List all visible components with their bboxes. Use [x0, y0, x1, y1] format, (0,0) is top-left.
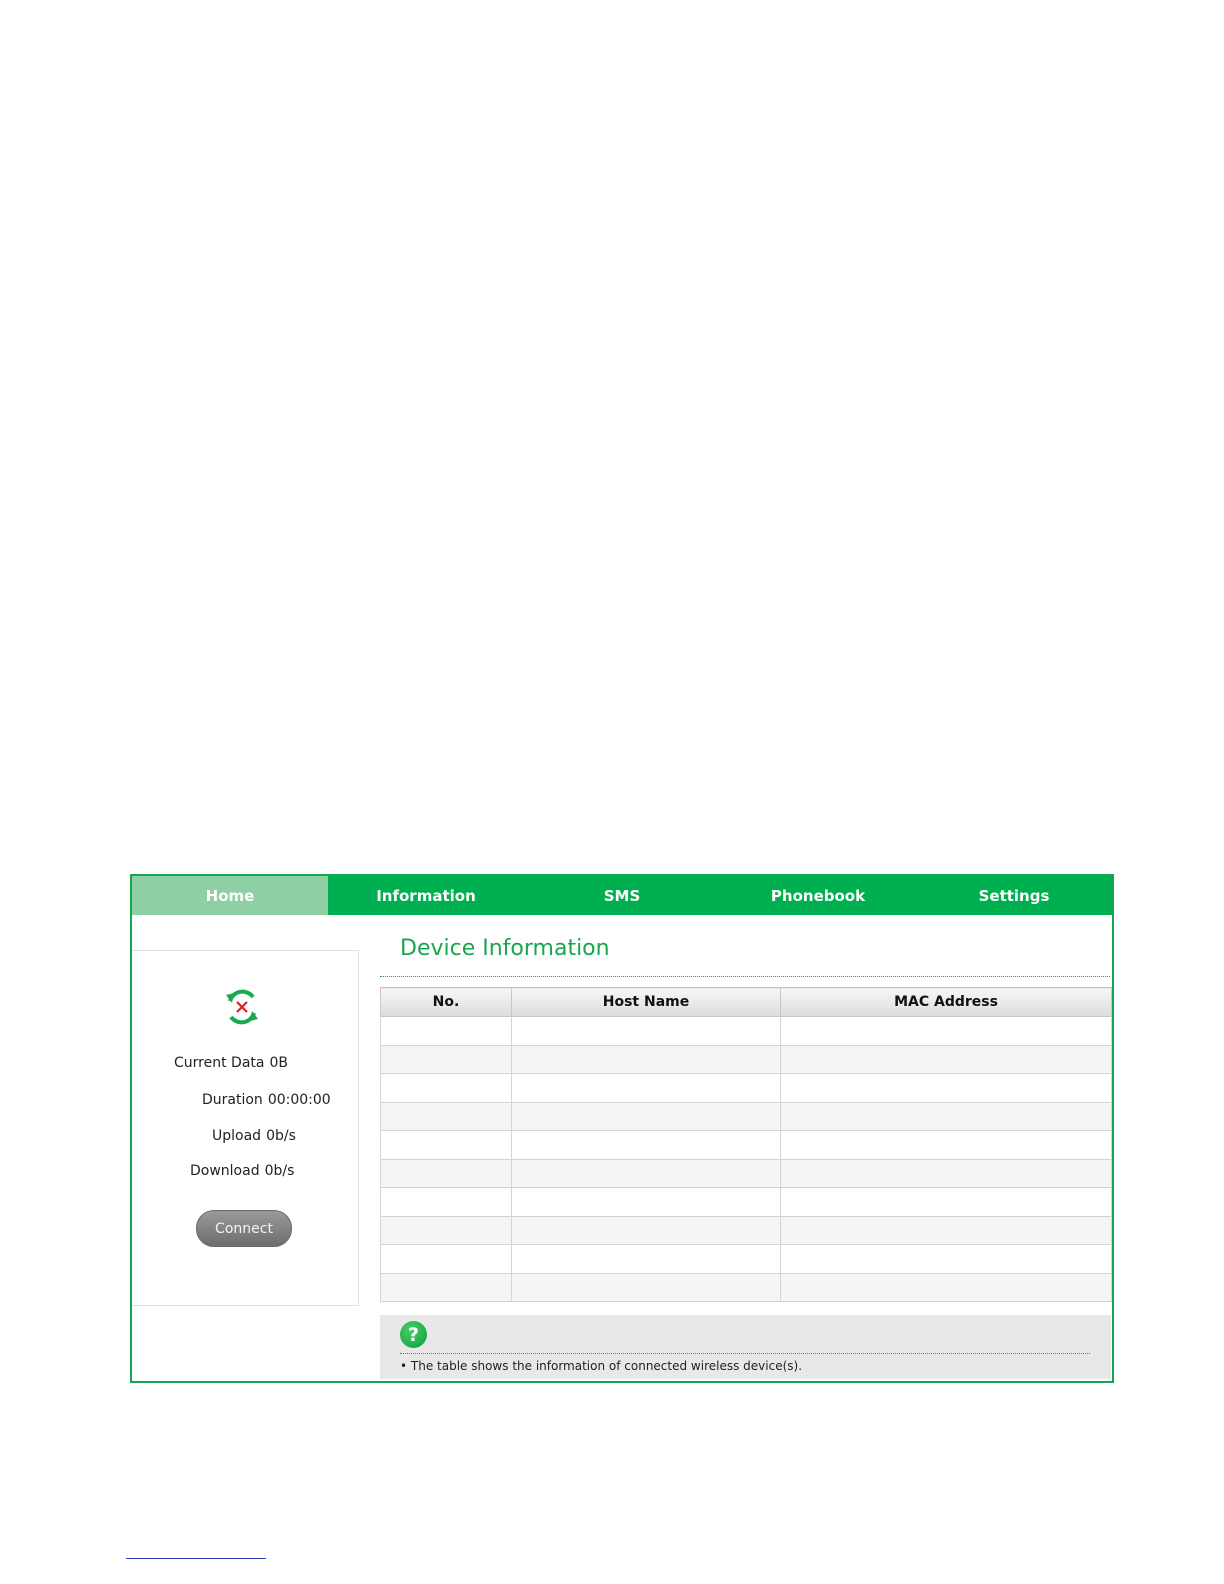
- upload-stat: [212, 1128, 296, 1144]
- table-cell: [512, 1188, 781, 1217]
- table-row: [381, 1188, 1112, 1217]
- device-table-body: [381, 1017, 1112, 1302]
- duration-value: 00:00:00: [267, 1092, 331, 1108]
- table-cell: [381, 1017, 512, 1046]
- table-cell: [512, 1273, 781, 1302]
- table-cell: [781, 1245, 1112, 1274]
- upload-value: 0b/s: [266, 1128, 296, 1144]
- table-row: [381, 1131, 1112, 1160]
- table-header-row: [381, 988, 1112, 1017]
- table-cell: [512, 1074, 781, 1103]
- column-header-host-name[interactable]: Host Name: [512, 988, 781, 1017]
- table-cell: [781, 1131, 1112, 1160]
- footnote-separator: [126, 1558, 266, 1559]
- table-cell: [381, 1159, 512, 1188]
- current-data-label: Current Data: [174, 1055, 265, 1071]
- router-web-ui: [130, 874, 1114, 1383]
- table-cell: [512, 1216, 781, 1245]
- table-cell: [381, 1131, 512, 1160]
- table-cell: [781, 1102, 1112, 1131]
- table-cell: [781, 1188, 1112, 1217]
- table-cell: [381, 1102, 512, 1131]
- tab-phonebook[interactable]: Phonebook: [770, 886, 866, 905]
- table-cell: [381, 1216, 512, 1245]
- current-data-stat: [174, 1055, 288, 1071]
- download-stat: [190, 1163, 294, 1179]
- upload-label: Upload: [212, 1128, 262, 1144]
- title-divider: [380, 976, 1110, 977]
- table-cell: [381, 1188, 512, 1217]
- table-cell: [381, 1045, 512, 1074]
- table-cell: [512, 1017, 781, 1046]
- top-nav: [132, 876, 1112, 915]
- download-label: Download: [190, 1163, 260, 1179]
- table-row: [381, 1045, 1112, 1074]
- tab-settings[interactable]: Settings: [978, 886, 1050, 905]
- connect-button[interactable]: Connect: [196, 1210, 292, 1247]
- download-value: 0b/s: [264, 1163, 295, 1179]
- current-data-value: 0B: [269, 1055, 288, 1071]
- disconnected-sync-icon: [222, 987, 262, 1027]
- table-cell: [512, 1102, 781, 1131]
- tab-home[interactable]: Home: [132, 876, 328, 915]
- table-cell: [781, 1159, 1112, 1188]
- table-cell: [512, 1245, 781, 1274]
- help-box: [380, 1315, 1111, 1379]
- help-question-icon[interactable]: ?: [400, 1321, 427, 1348]
- connection-status-panel: [132, 950, 359, 1306]
- table-cell: [781, 1074, 1112, 1103]
- table-cell: [781, 1017, 1112, 1046]
- table-cell: [381, 1245, 512, 1274]
- table-cell: [781, 1273, 1112, 1302]
- table-cell: [512, 1045, 781, 1074]
- table-cell: [512, 1159, 781, 1188]
- table-cell: [381, 1074, 512, 1103]
- table-cell: [512, 1131, 781, 1160]
- tab-sms[interactable]: SMS: [603, 886, 641, 905]
- duration-label: Duration: [202, 1092, 263, 1108]
- help-text: • The table shows the information of connected wireless device(s).: [400, 1359, 803, 1373]
- table-row: [381, 1102, 1112, 1131]
- column-header-mac-address[interactable]: MAC Address: [781, 988, 1112, 1017]
- tab-information[interactable]: Information: [376, 886, 476, 905]
- table-row: [381, 1159, 1112, 1188]
- table-cell: [781, 1216, 1112, 1245]
- table-row: [381, 1074, 1112, 1103]
- table-row: [381, 1273, 1112, 1302]
- column-header-no[interactable]: No.: [381, 988, 512, 1017]
- duration-stat: [202, 1092, 331, 1108]
- page-title: Device Information: [400, 936, 610, 961]
- table-row: [381, 1216, 1112, 1245]
- table-cell: [781, 1045, 1112, 1074]
- device-table: [380, 987, 1112, 1302]
- table-row: [381, 1245, 1112, 1274]
- table-row: [381, 1017, 1112, 1046]
- table-cell: [381, 1273, 512, 1302]
- help-divider: [400, 1353, 1090, 1354]
